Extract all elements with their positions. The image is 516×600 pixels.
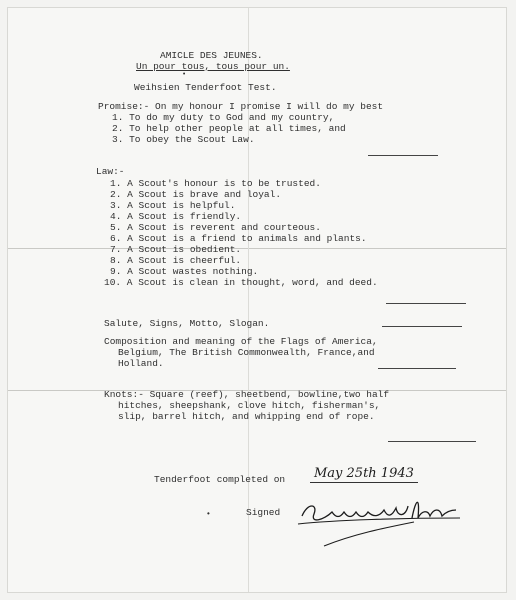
law-item: 8. A Scout is cheerful. [110,255,242,266]
law-item: 1. A Scout's honour is to be trusted. [110,178,321,189]
flags-requirement-line: Holland. [118,358,164,369]
flags-requirement-line: Belgium, The British Commonwealth, France,and [118,347,375,358]
signature-bullet: • [206,510,211,519]
knots-requirement-line: hitches, sheepshank, clove hitch, fisherman's, [118,400,381,411]
completion-date-handwritten: May 25th 1943 [310,466,418,483]
examiner-initial-line [386,303,466,304]
law-item: 4. A Scout is friendly. [110,211,242,222]
knots-requirement-line: slip, barrel hitch, and whipping end of rope. [118,411,375,422]
promise-item: 2. To help other people at all times, and [112,123,346,134]
paper-fold-line [8,248,506,249]
completion-label: Tenderfoot completed on [154,474,286,485]
flags-requirement-line: Composition and meaning of the Flags of America, [104,336,378,347]
law-item: 9. A Scout wastes nothing. [110,266,259,277]
organization-motto: Un pour tous, tous pour un. [136,61,290,72]
law-item: 6. A Scout is a friend to animals and plants. [110,233,367,244]
law-item: 5. A Scout is reverent and courteous. [110,222,321,233]
examiner-initial-line [388,441,476,442]
promise-item: 3. To obey the Scout Law. [112,134,255,145]
law-item: 10. A Scout is clean in thought, word, and deed. [104,277,378,288]
law-heading: Law:- [96,166,125,177]
examiner-initial-line [382,326,462,327]
document-page [8,8,506,592]
examiner-initial-line [368,155,438,156]
law-item: 7. A Scout is obedient. [110,244,242,255]
law-item: 3. A Scout is helpful. [110,200,236,211]
examiner-initial-line [378,368,456,369]
test-title: Weihsien Tenderfoot Test. [134,82,277,93]
salute-requirement: Salute, Signs, Motto, Slogan. [104,318,270,329]
signature-label: Signed [246,507,281,518]
promise-item: 1. To do my duty to God and my country, [112,112,335,123]
handwritten-signature [294,488,464,550]
law-item: 2. A Scout is brave and loyal. [110,189,282,200]
knots-requirement-line: Knots:- Square (reef), sheetbend, bowline,two half [104,389,390,400]
paper-fold-line [248,8,249,592]
organization-title: AMICLE DES JEUNES. [160,50,263,61]
header-dot: • [182,71,187,79]
promise-intro: Promise:- On my honour I promise I will do my best [98,101,384,112]
